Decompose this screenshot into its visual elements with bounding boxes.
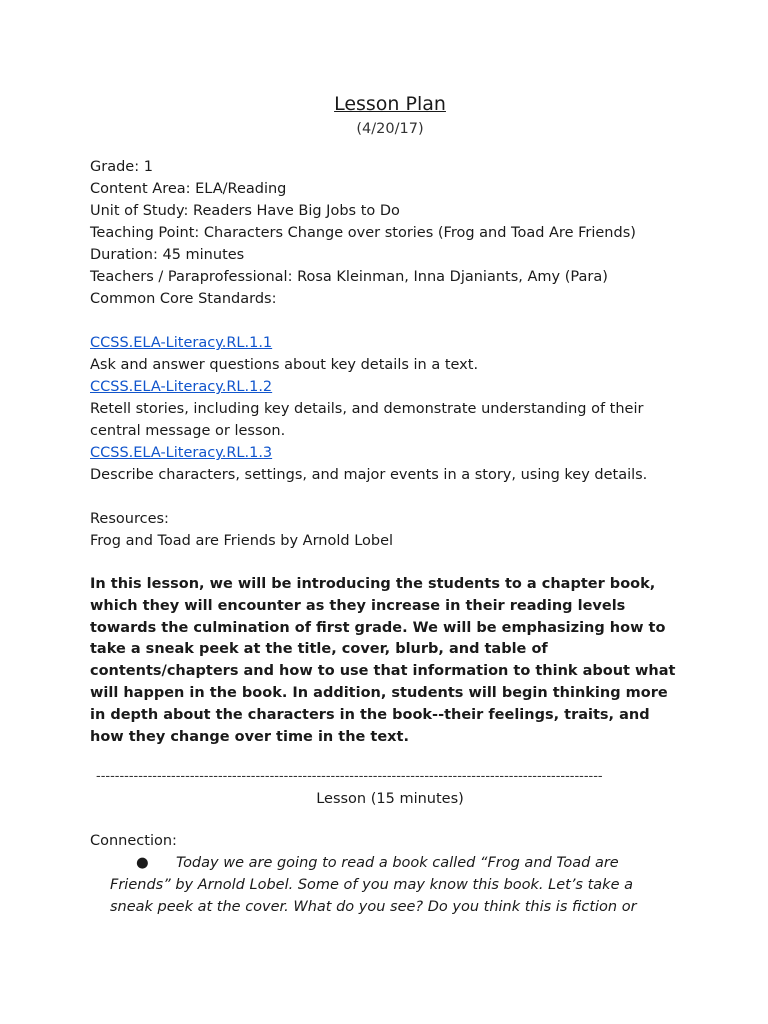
- standard-link-2[interactable]: [90, 376, 690, 398]
- grade-line: Grade: 1: [90, 159, 153, 175]
- spacer: [90, 552, 690, 574]
- standards-label: Common Core Standards:: [90, 291, 277, 307]
- content-area-line: Content Area: ELA/Reading: [90, 181, 287, 197]
- spacer: [90, 310, 690, 332]
- spacer: [90, 748, 690, 768]
- bullet-marker: ●: [136, 855, 149, 872]
- duration-line: Duration: 45 minutes: [90, 247, 245, 263]
- teaching-point-line: Teaching Point: Characters Change over stories (Frog and Toad Are Friends): [90, 225, 636, 241]
- lesson-summary: In this lesson, we will be introducing the students to a chapter book, which they will encounter as they increase in their reading levels towards the culmination of first grade. We will be emphasizing how to take a sneak peek at the title, cover, blurb, and table of contents/chapters and how to use that information to think about what will happen in the book. In addition, students will begin thinking more in depth about the characters in the book--their feelings, traits, and how they change over time in the text.: [90, 576, 676, 745]
- connection-text: Today we are going to read a book called “Frog and Toad are Friends” by Arnold Lobel. Some of you may know this book. Let’s take a sneak peek at the cover. What do you see? Do you think this is fiction or: [110, 855, 637, 916]
- resource-item: Frog and Toad are Friends by Arnold Lobel: [90, 533, 394, 549]
- teachers-line: Teachers / Paraprofessional: Rosa Kleinman, Inna Djaniants, Amy (Para): [90, 269, 608, 285]
- page-title: Lesson Plan: [334, 93, 446, 115]
- standard-code[interactable]: CCSS.ELA-Literacy.RL.1.2: [90, 379, 273, 395]
- standard-link-3[interactable]: [90, 442, 690, 464]
- standard-desc-1: Ask and answer questions about key details in a text.: [90, 357, 479, 373]
- lesson-date: (4/20/17): [356, 121, 424, 137]
- standard-desc-3: Describe characters, settings, and major events in a story, using key details.: [90, 467, 648, 483]
- standard-code[interactable]: CCSS.ELA-Literacy.RL.1.3: [90, 445, 273, 461]
- spacer: [90, 486, 690, 508]
- section-divider: ------------------------------------------------------------------------------------------------------------: [96, 769, 603, 785]
- connection-bullet-item: [90, 852, 680, 918]
- document-page: [90, 92, 690, 918]
- connection-label: Connection:: [90, 833, 177, 850]
- standard-code[interactable]: CCSS.ELA-Literacy.RL.1.1: [90, 335, 273, 351]
- lesson-heading: Lesson (15 minutes): [316, 791, 464, 808]
- standard-link-1[interactable]: [90, 332, 690, 354]
- spacer: [90, 140, 690, 156]
- spacer: [90, 810, 690, 830]
- standard-desc-2: Retell stories, including key details, and demonstrate understanding of their central message or lesson.: [90, 401, 644, 439]
- unit-line: Unit of Study: Readers Have Big Jobs to Do: [90, 203, 400, 219]
- resources-label: Resources:: [90, 511, 169, 527]
